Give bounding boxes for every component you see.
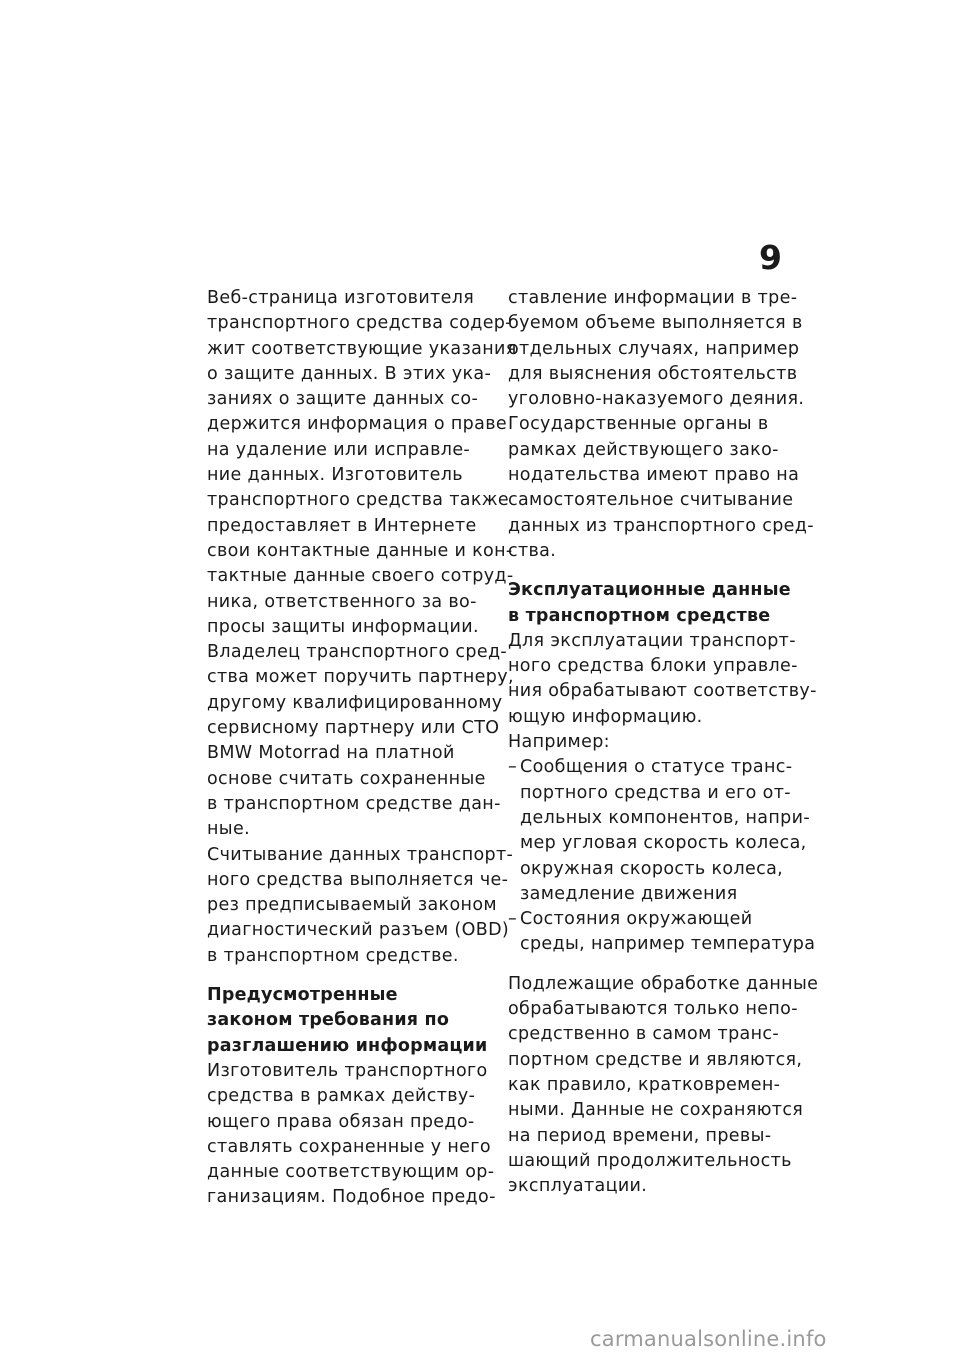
section-heading-legal-disclosure — [207, 983, 491, 1059]
text-line: данных из транспортного сред- — [508, 515, 814, 536]
text-line: для выяснения обстоятельств — [508, 363, 798, 384]
text-line: ния обрабатывают соответству- — [508, 681, 817, 702]
text-line: ника, ответственного за во- — [207, 591, 477, 612]
text-line: Сообщения о статусе транс- — [520, 757, 793, 778]
text-line: в транспортном средстве дан- — [207, 793, 501, 814]
page-number: 9 — [759, 238, 782, 277]
paragraph-state-authorities — [508, 412, 814, 564]
text-line: среды, например температура — [520, 934, 816, 955]
heading-line: законом требования по — [207, 1010, 450, 1031]
text-line: средственно в самом транс- — [508, 1024, 780, 1045]
text-line: замедление движения — [520, 883, 738, 904]
text-line: основе считать сохраненные — [207, 768, 486, 789]
text-line: нодательства имеют право на — [508, 465, 800, 486]
paragraph-data-protection — [207, 286, 517, 640]
text-line: Состояния окружающей — [520, 909, 753, 930]
text-line: тактные данные своего сотруд- — [207, 566, 514, 587]
text-line: ганизациям. Подобное предо- — [207, 1187, 496, 1208]
section-heading-operational-data — [508, 578, 792, 629]
text-line: ными. Данные не сохраняются — [508, 1100, 804, 1121]
text-line: Веб-страница изготовителя — [207, 288, 475, 308]
text-line: рамках действующего зако- — [508, 439, 779, 460]
list-item-first-line — [508, 755, 792, 780]
text-line: самостоятельное считывание — [508, 490, 794, 511]
left-column — [207, 286, 517, 1211]
right-column — [508, 286, 819, 1199]
paragraph-owner-reading — [207, 640, 514, 842]
text-line: держится информация о праве — [207, 414, 507, 435]
spacer — [508, 564, 792, 578]
heading-line: в транспортном средстве — [508, 605, 771, 626]
text-line: окружная скорость колеса, — [520, 858, 784, 879]
text-line: шающий продолжительность — [508, 1150, 792, 1171]
text-line: заниях о защите данных со- — [207, 389, 479, 410]
text-line: ставление информации в тре- — [508, 288, 798, 308]
heading-line: разглашению информации — [207, 1035, 488, 1056]
dash-bullet: – — [508, 909, 518, 930]
text-line: ства может поручить партнеру, — [207, 667, 514, 688]
text-line: уголовно-наказуемого деяния. — [508, 389, 805, 410]
paragraph-control-units — [508, 629, 817, 730]
text-line: Подлежащие обработке данные — [508, 973, 819, 994]
text-line: ние данных. Изготовитель — [207, 465, 463, 486]
text-line: BMW Motorrad на платной — [207, 743, 455, 764]
example-label: Например: — [508, 732, 610, 753]
text-line: Государственные органы в — [508, 414, 769, 435]
dash-bullet: – — [508, 757, 518, 778]
text-line: в транспортном средстве. — [207, 945, 459, 966]
text-line: на период времени, превы- — [508, 1125, 772, 1146]
spacer — [207, 969, 491, 983]
heading-line: Эксплуатационные данные — [508, 580, 791, 601]
paragraph-short-term-data — [508, 972, 819, 1200]
text-line: свои контактные данные и кон- — [207, 540, 513, 561]
text-line: ющую информацию. — [508, 706, 703, 727]
text-line: Изготовитель транспортного — [207, 1060, 488, 1081]
text-line: ные. — [207, 819, 250, 840]
text-line: ставлять сохраненные у него — [207, 1136, 491, 1157]
text-line: Владелец транспортного сред- — [207, 642, 508, 663]
text-line: сервисному партнеру или СТО — [207, 718, 500, 739]
text-line: средства в рамках действу- — [207, 1086, 476, 1107]
paragraph-obd — [207, 843, 514, 969]
text-line: мер угловая скорость колеса, — [520, 833, 807, 854]
text-line: дельных компонентов, напри- — [520, 807, 811, 828]
text-line: эксплуатации. — [508, 1176, 648, 1197]
text-line: ющего права обязан предо- — [207, 1111, 475, 1132]
text-line: рез предписываемый законом — [207, 895, 497, 916]
text-line: ного средства блоки управле- — [508, 656, 798, 677]
bullet-list — [508, 755, 816, 957]
text-line: отдельных случаях, например — [508, 338, 800, 359]
list-item — [508, 755, 811, 907]
text-line: портном средстве и являются, — [508, 1049, 803, 1070]
text-line: обрабатываются только непо- — [508, 999, 798, 1020]
text-line: транспортного средства также — [207, 490, 509, 511]
paragraph-manufacturer-obligation — [207, 1059, 496, 1211]
text-line: другому квалифицированному — [207, 692, 503, 713]
text-line: ства. — [508, 540, 557, 561]
list-item — [508, 907, 816, 958]
text-line: жит соответствующие указания — [207, 338, 517, 359]
spacer — [508, 958, 792, 972]
paragraph-continuation — [508, 286, 805, 412]
text-line: буемом объеме выполняется в — [508, 313, 803, 334]
text-line: Считывание данных транспорт- — [207, 844, 514, 865]
text-line: Для эксплуатации транспорт- — [508, 630, 796, 651]
text-line: как правило, кратковремен- — [508, 1074, 781, 1095]
heading-line: Предусмотренные — [207, 985, 398, 1006]
text-line: диагностический разъем (OBD) — [207, 920, 510, 941]
text-line: просы защиты информации. — [207, 616, 479, 637]
text-line: портного средства и его от- — [520, 782, 791, 803]
text-line: транспортного средства содер- — [207, 313, 512, 334]
text-line: на удаление или исправле- — [207, 439, 471, 460]
text-line: предоставляет в Интернете — [207, 515, 477, 536]
list-item-first-line — [508, 907, 792, 932]
text-line: ного средства выполняется че- — [207, 869, 509, 890]
text-line: о защите данных. В этих ука- — [207, 363, 492, 384]
watermark: carmanualsonline.info — [590, 1327, 827, 1351]
text-line: данные соответствующим ор- — [207, 1162, 495, 1183]
